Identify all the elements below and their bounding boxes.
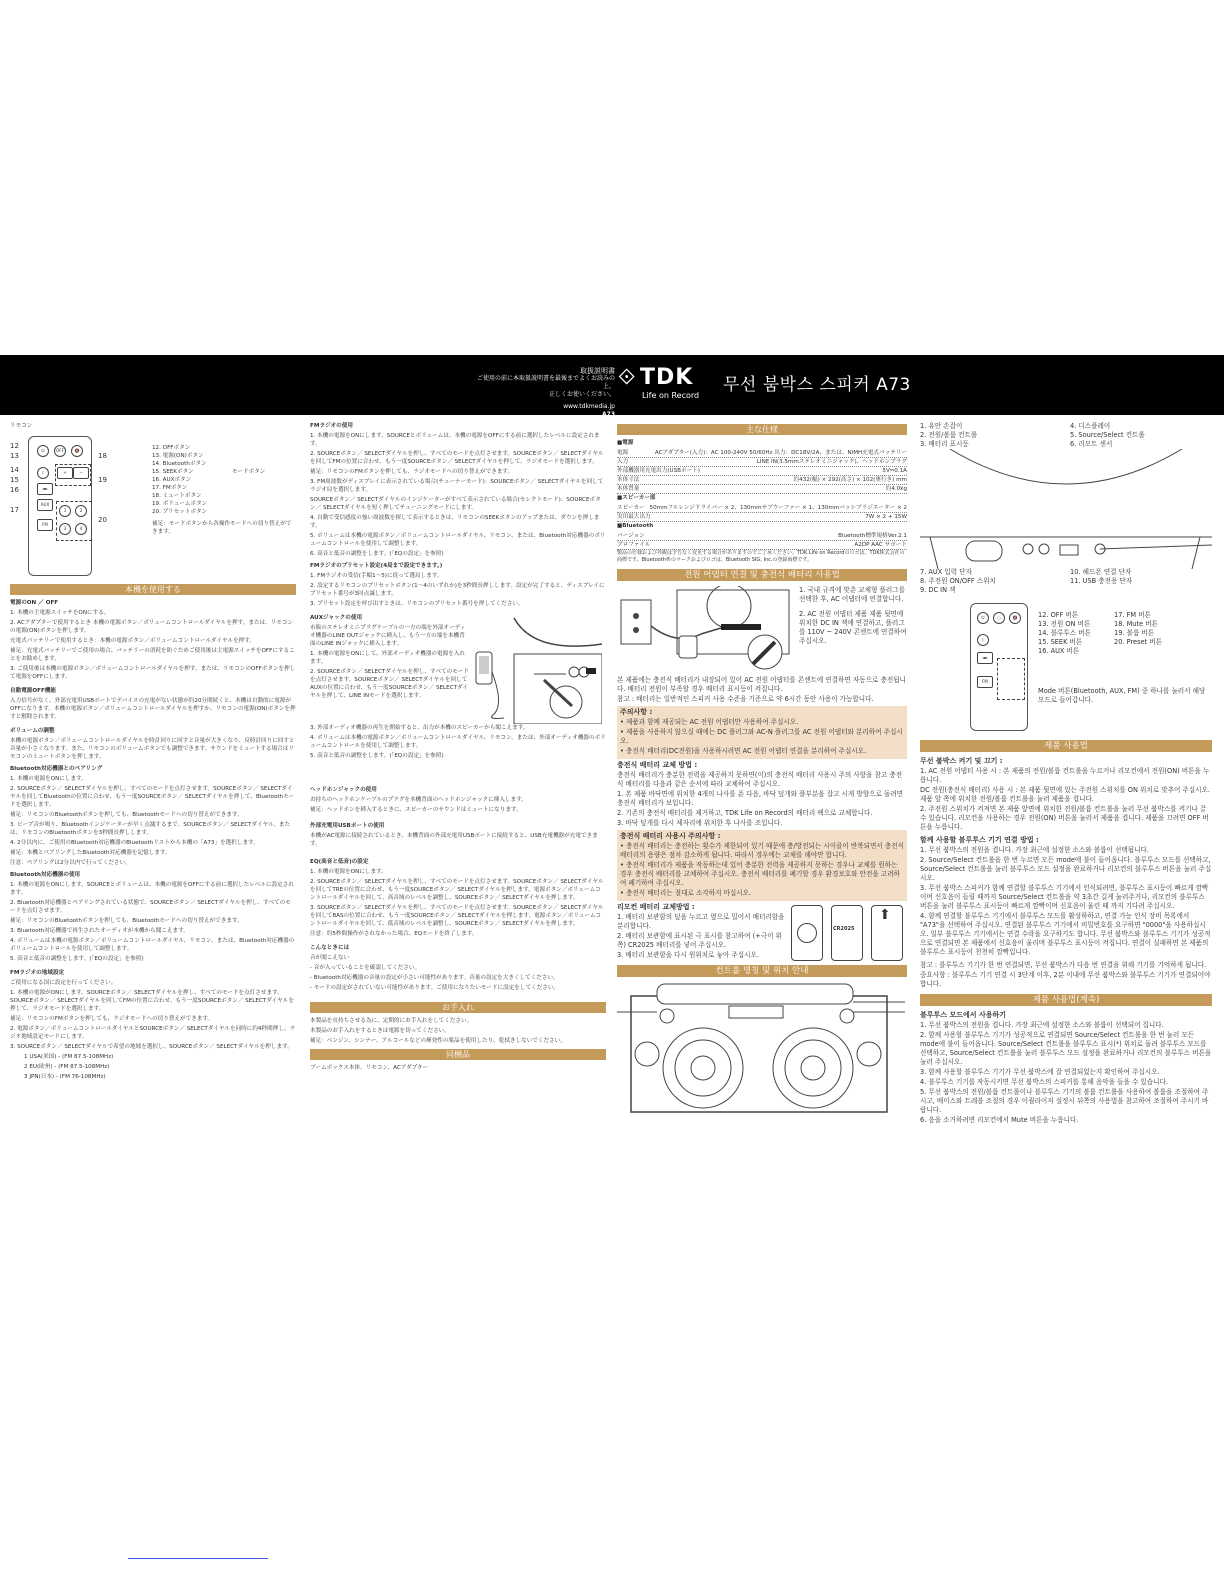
korean-title: 무선 붐박스 스피커 A73 bbox=[723, 375, 911, 395]
spec-row: バージョン Bluetooth標準規格Ver.2.1 bbox=[617, 533, 907, 539]
legend-item: 17. FMボタン bbox=[152, 485, 188, 491]
vol-plus-icon: + bbox=[57, 467, 73, 479]
section-bar-usage-continued: 제품 사용법(계속) bbox=[920, 994, 1212, 1006]
part-label: 5. Source/Select 컨트롤 bbox=[1070, 431, 1145, 439]
paragraph: 補足：リモコンのFMボタンを押しても、ラジオモードへの切り替えができます。 bbox=[310, 469, 514, 475]
paragraph: 3. FM周波数がディスプレイに表示されている場合(チューナーモード)：SOURCEボタン／ SELECTダイヤルを回してラジオ局を選択します。 bbox=[310, 479, 604, 493]
paragraph: 注意：約5秒間操作がされなかった場合、EQモードを終了します。 bbox=[310, 931, 478, 937]
paragraph: 3. 바닥 덮개를 다시 제자리에 위치한 후 나사를 조입니다. bbox=[617, 819, 783, 827]
paragraph: 5. 高音と低音の調整をします。(「EQの設定」を参照) bbox=[10, 956, 144, 962]
part-label: 10. 헤드폰 연결 단자 bbox=[1070, 568, 1132, 576]
brand-name: TDK bbox=[640, 365, 694, 390]
arrow-up-icon: ⬆ bbox=[879, 907, 891, 923]
paragraph: 3. プリセット設定を呼び出すときは、リモコンのプリセット番号を押してください。 bbox=[310, 601, 524, 607]
section-bar-spec: 主な仕様 bbox=[617, 424, 907, 435]
section-bar-included: 同梱品 bbox=[310, 1049, 606, 1060]
header-banner bbox=[0, 355, 1224, 418]
paragraph: 1. 本機の電源をONにして、外部オーディオ機器の電源を入れます。 bbox=[310, 651, 465, 665]
part-label: 9. DC IN 잭 bbox=[920, 586, 956, 594]
section-bar-usage: 本機を使用する bbox=[10, 584, 296, 595]
callout-20: 20 bbox=[98, 516, 107, 524]
seek-button-icon: ◄► bbox=[977, 652, 993, 664]
power-adapter-illustration bbox=[617, 586, 793, 672]
paragraph: 2. 배터리 보관함에 표시된 극 표시를 참고하여 (+극이 위쪽) CR2025 배터리를 넣어 주십시오. bbox=[617, 932, 782, 949]
paragraph: 4. 2分以内に、ご使用のBluetooth対応機器のBluetoothリストから本機の「A73」を選択します。 bbox=[10, 840, 259, 846]
heading: ■スピーカー部 bbox=[617, 495, 656, 501]
paragraph: 2. AC 전원 어댑터 제품 제품 뒷면에 위치한 DC IN 잭에 연결하고, 플러그를 110V ~ 240V 콘센트에 연결하여 주십시오. bbox=[799, 610, 907, 645]
coin-label: CR2025 bbox=[833, 926, 855, 932]
warning-box: 주의사항 : • 제품과 함께 제공되는 AC 전원 어댑터만 사용하여 주십시오. • 제품을 사용하지 않으실 때에는 DC 플러그와 AC-N 플러그를 AC 전원 어댑터와 분리하여 주십시오. • 충전식 배터리(DC전원)을 사용하시려면 AC 전원 어댑터 연결을 분리하여 주십시오. bbox=[617, 706, 907, 759]
region-item: 2 EU(欧州) - (FM 87.5-108MHz) bbox=[24, 1064, 110, 1070]
paragraph: 充電式バッテリーで使用するとき：本機の電源ボタン／ボリュームコントロールダイヤルを押す。 bbox=[10, 638, 256, 644]
column-4 bbox=[920, 422, 1212, 1126]
coin-battery-icon bbox=[797, 923, 817, 943]
spec-row: 本体寸法 約432(幅) × 292(高さ) × 102(奥行き) mm bbox=[617, 477, 907, 483]
heading: ヘッドホンジャックの使用 bbox=[310, 787, 377, 793]
part-label: 6. 리모트 센서 bbox=[1070, 440, 1113, 448]
boombox-top-rear-illustration bbox=[920, 449, 1212, 569]
mute-icon: 🔇 bbox=[1009, 612, 1021, 624]
paragraph: 본 제품에는 충전식 배터리가 내장되어 있어 AC 전원 어댑터를 콘센트에 연결하면 자동으로 충전됩니다. 배터리 전원이 부족할 경우 배터리 표시등이 켜집니다. bbox=[617, 676, 906, 693]
spec-row: 実用最大出力 7W × 2 + 15W bbox=[617, 514, 907, 520]
remote-fm-button: FM bbox=[37, 519, 53, 531]
paragraph: ご使用になる国に設定を行ってください。 bbox=[10, 980, 117, 986]
volume-group-outline bbox=[55, 464, 91, 486]
paragraph: 5. 高音と低音の調整をします。(「EQの設定」を参照) bbox=[310, 753, 444, 759]
paragraph: 2. Bluetooth対応機器とペアリングされている状態で、SOURCEボタン／ SELECTダイヤルを押し、すべてのモードを点灯させます。 bbox=[10, 900, 291, 914]
heading: 리모컨 배터리 교체방법 : bbox=[617, 903, 695, 911]
heading: ■Bluetooth bbox=[617, 523, 654, 529]
paragraph: 3. SOURCEボタン／ SELECTダイヤルで希望の地域を選択し、SOURCEボタン／ SELECTダイヤルを押します。 bbox=[10, 1044, 293, 1050]
section-bar-parts: 컨트롤 명칭 및 위치 안내 bbox=[617, 965, 907, 977]
callout-14: 14 bbox=[10, 466, 19, 474]
paragraph: 1. 本機の電源をONにします。 bbox=[10, 776, 87, 782]
section-bar-usage-ko: 제품 사용법 bbox=[920, 740, 1212, 752]
paragraph: 3. 무선 붐박스 스피커가 함께 연결할 블루투스 기기에서 인식되려면, 블루투스 표시등이 빠르게 깜빡이며 신호음이 들릴 때까지 Source/Select 컨트롤을 약 3초간 길게 눌러주거나, 리모컨의 블루투스 버튼을 눌러 블루투스 표시등이 빠르게 깜빡이며 신호음이 울린 때 까지 기다려 주십시오. bbox=[920, 884, 1209, 910]
paragraph: 2. ACアダプターで使用するとき 本機の電源ボタン／ボリュームコントロールダイヤルを押す。または、リモコンの電源(ON)ボタンを押します。 bbox=[10, 620, 294, 634]
preset-2-button: 2 bbox=[75, 505, 87, 517]
aux-button-icon: AUX bbox=[37, 499, 53, 511]
paragraph: 音が聞こえない bbox=[310, 955, 350, 961]
spec-row: スピーカー 50mmフルレンジドライバー × 2、130mmサブウーファー × 1、130mmパッシブラジエーター × 2 bbox=[617, 505, 907, 511]
heading: 충전식 배터리 교체 방법 : bbox=[617, 761, 698, 769]
paragraph: 補足：リモコンのFMボタンを押しても、ラジオモードへの切り替えができます。 bbox=[10, 1016, 214, 1022]
paragraph: 1. 배터리 보관함의 덮을 누르고 옆으로 밀어서 배터리함을 분리합니다. bbox=[617, 913, 785, 930]
paragraph: 補足：ヘッドホンを挿入するときに、スピーカーのサウンドはミュートになります。 bbox=[310, 807, 522, 813]
paragraph: 1. 국내 규격에 맞춘 교체형 플러그를 선택한 후, AC 어댑터에 연결합니다. bbox=[799, 586, 905, 603]
heading: 電源のON ／ OFF bbox=[10, 600, 59, 606]
power-button-icon: ⏻ bbox=[977, 612, 989, 624]
heading: Bluetooth対応機器の使用 bbox=[10, 872, 81, 878]
callout-19: 19 bbox=[98, 476, 107, 484]
paragraph: 1. 무선 붐박스의 전원을 켭니다. 가장 최근에 설정한 소스와 볼륨이 선택되어 집니다. bbox=[920, 1021, 1164, 1029]
callout-17: 17 bbox=[10, 506, 19, 514]
remote-legend-ko-1: 12. OFF 버튼 13. 전원 ON 버튼 14. 블루투스 버튼 15. SEEK 버튼 16. AUX 버튼 bbox=[1038, 611, 1091, 655]
spec-row: 外部機器用充電出力(USBポート) 5V⎓0.1A bbox=[617, 468, 907, 474]
paragraph: - モードの設定がされていない可能性があります。ご使用になりたいモードに設定をしてください。 bbox=[310, 985, 560, 991]
heading: 블루투스 모드에서 사용하기 bbox=[920, 1011, 1007, 1019]
remote-legend bbox=[152, 444, 292, 536]
remote-off-button: OFF bbox=[54, 445, 66, 457]
paragraph: 5. 무선 붐박스의 전원/볼륨 컨트롤이나 블루투스 기기의 볼륨 컨트롤을 사용하여 볼륨을 조절하여 주시고, 베이스와 트레블 조절의 경우 이퀄라이저 설정시 뒤쪽의 사용법을 참고하여 조절하여 주시기 바랍니다. bbox=[920, 1088, 1209, 1114]
column-2 bbox=[310, 422, 606, 1074]
part-label: 1. 유안 손잡이 bbox=[920, 422, 963, 430]
heading: ボリュームの調整 bbox=[10, 728, 55, 734]
paragraph: 1. 本機の電源がONにします。SOURCEボタン／ SELECTダイヤルを押し、すべてのモードを点灯させます。SOURCEボタン／ SELECTダイヤルを回してFMの位置に合わせ、もう一度SOURCEボタン／ SELECTダイヤルを押して、ラジオモードを選択します。 bbox=[10, 990, 294, 1012]
preset-group-outline bbox=[56, 501, 92, 541]
paragraph: 本製品のお手入れをするときは電源を切ってください。 bbox=[310, 1028, 450, 1034]
heading: 自動電源OFF機能 bbox=[10, 688, 56, 694]
paragraph: 2. 기존의 충전식 배터리를 제거하고, TDK Life on Record의 배터리 팩으로 교체합니다. bbox=[617, 809, 873, 817]
paragraph: 3. 外部オーディオ機器の再生を開始すると、出力が本機のスピーカーから聞こえます。 bbox=[310, 725, 529, 731]
part-label: 3. 배터리 표시등 bbox=[920, 440, 969, 448]
preset-group-outline bbox=[997, 658, 1025, 700]
paragraph: 충전식 배터리가 충분한 전력을 제공하지 못하면(이)의 충전식 배터리 사용시 주의 사항을 참고 충전식 배터리를 다음과 같은 순서에 따라 교체하여 주십시오. bbox=[617, 771, 903, 788]
paragraph: 4. ボリュームは本機の電源ボタン／ボリュームコントロールダイヤル、リモコン、または、外部オーディオ機器のボリュームコントロールを使用して調整します。 bbox=[310, 735, 606, 749]
heading: ■電源 bbox=[617, 440, 634, 446]
paragraph: 2. SOURCEボタン／ SELECTダイヤルを押し、すべてのモードを点灯させます。SOURCEボタン／ SELECTダイヤルを回してTREの位置に合わせ、もう一度SOURCEボタン／ SELECTダイヤルを押します。電源ボタン／ボリュームコントロールダイヤルを回して、高音域のレベルを調整し、SOURCEボタン／ SELECTダイヤルを押します。 bbox=[310, 879, 604, 901]
heading: EQ(高音と低音)の設定 bbox=[310, 859, 369, 865]
part-label: 11. USB 충전용 단자 bbox=[1070, 577, 1133, 585]
paragraph: 2. 設定するリモコンのプリセットボタン(1～4のいずれか)を3秒間長押しします。設定が完了すると、ディスプレイにプリセット番号が3回点滅します。 bbox=[310, 583, 605, 597]
preset-4-button: 4 bbox=[75, 523, 87, 535]
callout-13: 13 bbox=[10, 452, 19, 460]
region-item: 3 JPN(日本) - (FM 76-108MHz) bbox=[24, 1074, 106, 1080]
paragraph: 3. 함께 사용할 블루투스 기기가 무선 붐박스에 잘 연결되었는지 확인하여 주십시오. bbox=[920, 1068, 1160, 1076]
paragraph: 6. 음을 소거하려면 리모컨에서 Mute 버튼을 누릅니다. bbox=[920, 1116, 1079, 1124]
paragraph: 2. 電源ボタン／ボリュームコントロールダイヤルとSOURCEボタン／ SELECTダイヤルを同時に約4秒間押し、ラジオ地域設定モードにします。 bbox=[10, 1026, 296, 1040]
part-label: 4. 디스플레이 bbox=[1070, 422, 1111, 430]
part-label: 7. AUX 입력 단자 bbox=[920, 568, 972, 576]
legend-item: 16. AUXボタン bbox=[152, 477, 192, 483]
paragraph: 참고 : 배터리는 일반적인 스피커 사용 수준을 기준으로 약 6시간 동안 사용이 가능합니다. bbox=[617, 695, 874, 703]
paragraph: 4. 블루투스 기기를 작동시키면 무선 붐박스의 스피커를 통해 음악을 들을 수 있습니다. bbox=[920, 1078, 1169, 1086]
legend-item: 15. SEEKボタン bbox=[152, 469, 194, 475]
spec-row: 入力 LINE IN(3.5mmステレオミニジャック)、ヘッドホンプラグ bbox=[617, 459, 907, 465]
paragraph: 補足：充電式バッテリーでご使用の場合、バッテリーの消耗を防ぐためご使用後は主電源スイッチをOFFにすることをお勧めします。 bbox=[10, 648, 295, 662]
legend-item: 14. Bluetoothボタン bbox=[152, 461, 207, 467]
heading: FMラジオのプリセット設定(4局まで設定できます。) bbox=[310, 563, 443, 569]
brand-slogan: Life on Record bbox=[642, 391, 700, 400]
mute-icon: 🔇 bbox=[71, 445, 83, 457]
tdk-logo bbox=[618, 367, 708, 401]
mode-note: Mode 버튼(Bluetooth, AUX, FM) 중 하나를 눌러서 해당 모드로 들어갑니다. bbox=[1038, 687, 1206, 704]
paragraph: 本製品を長持ちさせる為に、定期的にお手入れをしてください。 bbox=[310, 1018, 473, 1024]
paragraph: 1. AC 전원 어댑터 사용 시 : 본 제품의 전원/볼륨 컨트롤을 누르거나 리모컨에서 전원(ON) 버튼을 누릅니다. bbox=[920, 767, 1210, 784]
paragraph: 5. ボリュームは本機の電源ボタン／ボリュームコントロールダイヤル、リモコン、または、Bluetooth対応機器のボリュームコントロールを使用して調整します。 bbox=[310, 533, 606, 547]
paragraph: 補足：リモコンのBluetoothボタンを押しても、Bluetoothモードへの切り替えができます。 bbox=[10, 918, 243, 924]
remote-legend-ko-2: 17. FM 버튼 18. Mute 버튼 19. 볼륨 버튼 20. Preset 버튼 bbox=[1114, 611, 1162, 646]
callout-15: 15 bbox=[10, 476, 19, 484]
paragraph: 3. Bluetooth対応機器で再生されたオーディオが本機から聞こえます。 bbox=[10, 928, 189, 934]
paragraph: ブームボックス本体、リモコン、ACアダプター bbox=[310, 1065, 429, 1071]
region-item: 1 USA(米国) - (FM 87.5-108MHz) bbox=[24, 1054, 114, 1060]
remote-illustration bbox=[28, 436, 92, 576]
paragraph: - 音が入っていることを確認してください。 bbox=[310, 965, 421, 971]
paragraph: - Bluetooth対応機器の音量の設定が小さい可能性があります。音量の設定を大きくしてください。 bbox=[310, 975, 559, 981]
paragraph: 2. SOURCEボタン／ SELECTダイヤルを押し、すべてのモードを点灯させます。SOURCEボタン／ SELECTダイヤルを回してFMの位置に合わせ、もう一度SOURCEボタン／ SELECTダイヤルを押して、ラジオモードを選択します。 bbox=[310, 451, 604, 465]
legend-item: 20. プリセットボタン bbox=[152, 509, 208, 515]
heading: FMラジオの地域設定 bbox=[10, 970, 65, 976]
column-1 bbox=[10, 422, 296, 1083]
paragraph: 2. 함께 사용할 블루투스 기기가 성공적으로 연결되면 Source/Select 컨트롤을 한 번 눌러 모든 mode에 불이 들어옵니다. Source/Select 컨트롤을 블루투스 표시(*) 위치로 돌려 블루투스 모드를 선택하고, Source/Select 컨트롤을 눌러 블루투스 모드 설정을 완료하거나 리모컨의 블루투스 버튼을 눌러 주십시오. bbox=[920, 1031, 1212, 1066]
paragraph: 3. 배터리 보관함을 다시 원위치로 놓아 주십시오. bbox=[617, 951, 759, 959]
section-bar-care: お手入れ bbox=[310, 1002, 606, 1013]
paragraph: 4. ボリュームは本機の電源ボタン／ボリュームコントロールダイヤル、リモコン、または、Bluetooth対応機器のボリュームコントロールを使用して調整します。 bbox=[10, 938, 295, 952]
paragraph: 1. FMラジオの受信(手順1～5)に従って選局します。 bbox=[310, 573, 443, 579]
part-label: 8. 주전원 ON/OFF 스위치 bbox=[920, 577, 996, 585]
part-label: 2. 전원/볼륨 컨트롤 bbox=[920, 431, 978, 439]
paragraph: 市販のステレオミニプラグケーブルの一方の端を外部オーディオ機器のLINE OUTジャックに挿入し、もう一方の端を本機背面のLINE INジャックに挿入します。 bbox=[310, 625, 466, 647]
paragraph: お持ちのヘッドホンケーブルのプラグを本機背面のヘッドホンジャックに挿入します。 bbox=[310, 797, 527, 803]
off-button-icon: ○ bbox=[993, 612, 1005, 624]
preset-3-button: 3 bbox=[59, 523, 71, 535]
fm-button-icon: FM bbox=[977, 676, 993, 688]
paragraph: 1. 本機の電源をONにします。 bbox=[310, 869, 387, 875]
paragraph: 補足：ベンジン、シンナー、アルコールなどの揮発性の薬品を使用したり、乾拭きしないでください。 bbox=[310, 1038, 566, 1044]
footer-link-underline bbox=[128, 1558, 268, 1559]
mode-button-label: モードボタン bbox=[232, 469, 266, 475]
remote-illustration-ko bbox=[970, 603, 1028, 731]
callout-18: 18 bbox=[98, 452, 107, 460]
heading: こんなときには bbox=[310, 945, 350, 951]
paragraph: DC 전원(충전식 배터리) 사용 시 : 본 제품 뒷면에 있는 주전원 스위치를 ON 위치로 맞추어 주십시오. 제품 앞 쪽에 위치한 전원/볼륨 컨트롤을 눌러 제품을 켭니다. bbox=[920, 786, 1211, 803]
paragraph: 3. ビープ音が鳴り、Bluetoothインジケーターが早く点滅するまで、SOURCEボタン／ SELECTダイヤル、または、リモコンのBluetoothボタンを3秒間長押しします。 bbox=[10, 822, 291, 836]
paragraph: 1. 무선 붐박스의 전원을 켭니다. 가장 최근에 설정한 소스와 볼륨이 선택됩니다. bbox=[920, 846, 1149, 854]
boombox-front-illustration bbox=[617, 982, 907, 1122]
paragraph: 1. 본 제품 바닥면에 위치한 4개의 나사를 푼 다음, 바닥 덮개와 플부분을 잡고 시게 방향으로 돌려면 충전식 배터리가 보입니다. bbox=[617, 790, 904, 807]
spec-row: 電源 ACアダプター(入力)：AC 100-240V 50/60Hz 出力：DC18V/2A、または、NiMH充電式バッテリー bbox=[617, 450, 907, 456]
section-bar-power: 전원 어댑터 연결 및 충전식 배터리 사용법 bbox=[617, 569, 907, 581]
legend-note: 補足：モードボタンから各操作モードへの切り替えができます。 bbox=[152, 521, 292, 535]
preset-1-button: 1 bbox=[59, 505, 71, 517]
paragraph: 3. ご使用後は本機の電源ボタン／ボリュームコントロールダイヤルを押す。または、リモコンのOFFボタンを押して電源をOFFにします。 bbox=[10, 666, 296, 680]
paragraph: 4. 自動で受信感度の強い周波数を探して表示するときは、リモコンのSEEKボタンのアップまたは、ダウンを押します。 bbox=[310, 515, 600, 529]
spec-note: 製品の仕様および外観は予告なく変更する場合がありますのでご了承ください。TDK Life on Recordのロゴは、TDK株式会社の商標です。Bluetooth®のマークおよびロゴは、Bluetooth SIG, Inc.の登録商標です。 bbox=[617, 550, 905, 563]
power-button-icon: ⏻ bbox=[37, 445, 49, 457]
paragraph: 入力信号がなく、外部充電用USBポートでデバイスの充電がない状態が約20分間続くと、本機は自動的に電源がOFFになります。本機の電源ボタン／ボリュームコントロールダイヤルを押すか、リモコンの電源(ON)ボタンを押すと解除されます。 bbox=[10, 698, 296, 720]
legend-item: 12. OFFボタン bbox=[152, 445, 191, 451]
heading: AUXジャックの使用 bbox=[310, 615, 363, 621]
heading: 外部充電用USBポートの使用 bbox=[310, 823, 385, 829]
vol-minus-icon: − bbox=[73, 467, 89, 479]
callout-16: 16 bbox=[10, 486, 19, 494]
remote-battery-illustration bbox=[791, 903, 903, 963]
paragraph: 2. 주전원 스위치가 켜져면 본 제품 앞면에 위치한 전원/볼륨 컨트롤을 눌러 무선 붐박스를 켜기나 끌 수 있습니다. 리모컨을 사용하는 경우 전원(ON) 버튼을 눌러서 제품을 켭니다. 제품을 끄려면 OFF 버튼을 누릅니다. bbox=[920, 805, 1209, 831]
paragraph: 1. 本機の主電源スイッチをONにする。 bbox=[10, 610, 110, 616]
battery-warning-box: 충전식 배터리 사용시 주의사항 : • 충전식 배터리는 충전하는 횟수가 제한되어 있기 때문에 충/방전되는 시이클이 반복되면서 충전식 배터리의 용량은 점차 감소하게 됩니다. 따라서 경우에는 교체를 해야만 합니다. • 충전식 배터리가 제품을 작동하는데 있어 충분한 전력을 제공하지 못하는 경우나 교체를 원하는 경우 충전식 배터리를 교체하여 주십시오. 충전식 배터리를 폐기할 경우 환경보호와 안전을 고려하여 폐기하여 주십시오. • 충전식 배터리는 절대로 소각하지 마십시오. bbox=[617, 830, 907, 901]
heading: FMラジオの使用 bbox=[310, 423, 353, 429]
callout-12: 12 bbox=[10, 442, 19, 450]
paragraph: SOURCEボタン／ SELECTダイヤルのインジケーターがすべて表示されている場合(セレクトモード)：SOURCEボタン／ SELECTダイヤルを短く押してチューニングモードにします。 bbox=[310, 497, 601, 511]
bluetooth-icon: ᛒ bbox=[977, 634, 989, 646]
remote-label: リモコン bbox=[10, 423, 33, 429]
paragraph: 중요사항 : 블루투스 기기 연결 시 3단계 이후, 2분 이내에 무선 붐박스와 블루투스 기기가 연결되어야 합니다. bbox=[920, 971, 1211, 988]
paragraph: 2. SOURCEボタン／ SELECTダイヤルを押し、すべてのモードを点灯させます。SOURCEボタン／ SELECTダイヤルを回してBluetoothの位置に合わせ、もう一度SOURCEボタン／ SELECTダイヤルを押して、Bluetoothモードを選択します。 bbox=[10, 786, 295, 808]
remote-figure bbox=[10, 430, 296, 580]
spec-row: プロファイル A2DP AAC サポート bbox=[617, 542, 907, 548]
heading: 함께 사용할 블루투스 기기 연결 방법 : bbox=[920, 836, 1039, 844]
paragraph: 1. 本機の電源をONにします。SOURCEとボリュームは、本機の電源をOFFにする前に選択したレベルに設定されます。 bbox=[310, 433, 600, 447]
paragraph: 補足：リモコンのBluetoothボタンを押しても、Bluetoothモードへの切り替えができます。 bbox=[10, 812, 243, 818]
remote-diagram-ko bbox=[920, 601, 1212, 735]
paragraph: 本機の電源ボタン／ボリュームコントロールダイヤルを時計回りに回すと音量が大きくなり、反時計回りに回すと音量が小さくなります。また、リモコンのボリュームボタンでも調整できます。サウンドをミュートする場合はリモコンのミュートボタンを押します。 bbox=[10, 738, 295, 760]
jp-manual-title: 取扱説明書 ご使用の前に本取扱説明書を最後までよくお読みの上、 正しくお使いください。 www.tdkmedia.jp A73 bbox=[476, 367, 615, 418]
heading: Bluetooth対応機器とのペアリング bbox=[10, 766, 103, 772]
aux-section bbox=[310, 614, 606, 724]
legend-item: 19. ボリュームボタン bbox=[152, 501, 208, 507]
tdk-logo-icon: ⟐ bbox=[618, 365, 636, 390]
legend-item: 13. 電源(ON)ボタン bbox=[152, 453, 204, 459]
paragraph: 補足：本機とペアリングしたBluetooth対応機器を記憶します。 bbox=[10, 850, 171, 856]
paragraph: 2. SOURCEボタン／ SELECTダイヤルを押し、すべてのモードを点灯させます。SOURCEボタン／ SELECTダイヤルを回してAUXの位置に合わせ、もう一度SOURCEボタン／ SELECTダイヤルを押して、LINE INモードを選択します。 bbox=[310, 669, 469, 699]
paragraph: 2. Source/Select 컨트롤을 한 번 누르면 모든 mode에 불이 들어옵니다. 블루투스 모드를 선택하고, Source/Select 컨트롤을 눌러 블루투스 모드 설정을 완료하거나 리모컨의 블루투스 버튼을 눌러 주십시오. bbox=[920, 856, 1212, 882]
paragraph: 1. 本機の電源をONにします。SOURCEとボリュームは、本機の電源をOFFにする前に選択したレベルに設定されます。 bbox=[10, 882, 294, 896]
aux-connection-illustration bbox=[474, 614, 602, 724]
heading: 무선 붐박스 켜기 및 끄기 : bbox=[920, 757, 1003, 765]
bluetooth-icon: ᛒ bbox=[37, 467, 49, 479]
paragraph: 참고 : 블루투스 기기가 한 번 연결되면, 무선 붐박스가 다음 번 연결을 위해 기기를 기억하게 됩니다. bbox=[920, 961, 1207, 969]
paragraph: 3. SOURCEボタン／ SELECTダイヤルを押し、すべてのモードを点灯させます。SOURCEボタン／ SELECTダイヤルを回してBASの位置に合わせ、もう一度SOURCEボタン／ SELECTダイヤルを押します。電源ボタン／ボリュームコントロールダイヤルを回して、低音域のレベルを調整し、SOURCEボタン／ SELECTダイヤルを押します。 bbox=[310, 905, 604, 927]
spec-row: 本体質量 約4.0kg bbox=[617, 486, 907, 492]
seek-button-icon: ◄► bbox=[37, 483, 53, 495]
power-section bbox=[617, 586, 907, 963]
paragraph: 注意：ペアリングは2分以内で行ってください。 bbox=[10, 860, 131, 866]
paragraph: 4. 함께 연결할 블루투스 기기에서 블루투스 모드를 활성하하고, 연결 가능 인식 장비 목록에서 "A73"을 선택하여 주십시오. 연결된 블루투스 기기에서 비밀번호를 요구하면 "0000"을 사용하십시오. 일부 블루투스 기기에서는 연결 수락을 요구하기도 합니다. 무선 붐박스와 블루투스 기기가 성공적으로 연결되면 본 제품에서 신호음이 울리며 블루투스 표시등이 켜집니다. 연결이 실패하면 본 제품의 블루투스 표시등이 천천히 깜빡입니다. bbox=[920, 912, 1211, 956]
paragraph: 6. 高音と低音の調整をします。(「EQの設定」を参照) bbox=[310, 551, 444, 557]
legend-item: 18. ミュートボタン bbox=[152, 493, 202, 499]
paragraph: 本機がAC電源に接続されているとき、本機背面の外部充電用USBポートに接続すると、USB充電機器が充電できます。 bbox=[310, 833, 598, 847]
column-3 bbox=[617, 422, 907, 1125]
